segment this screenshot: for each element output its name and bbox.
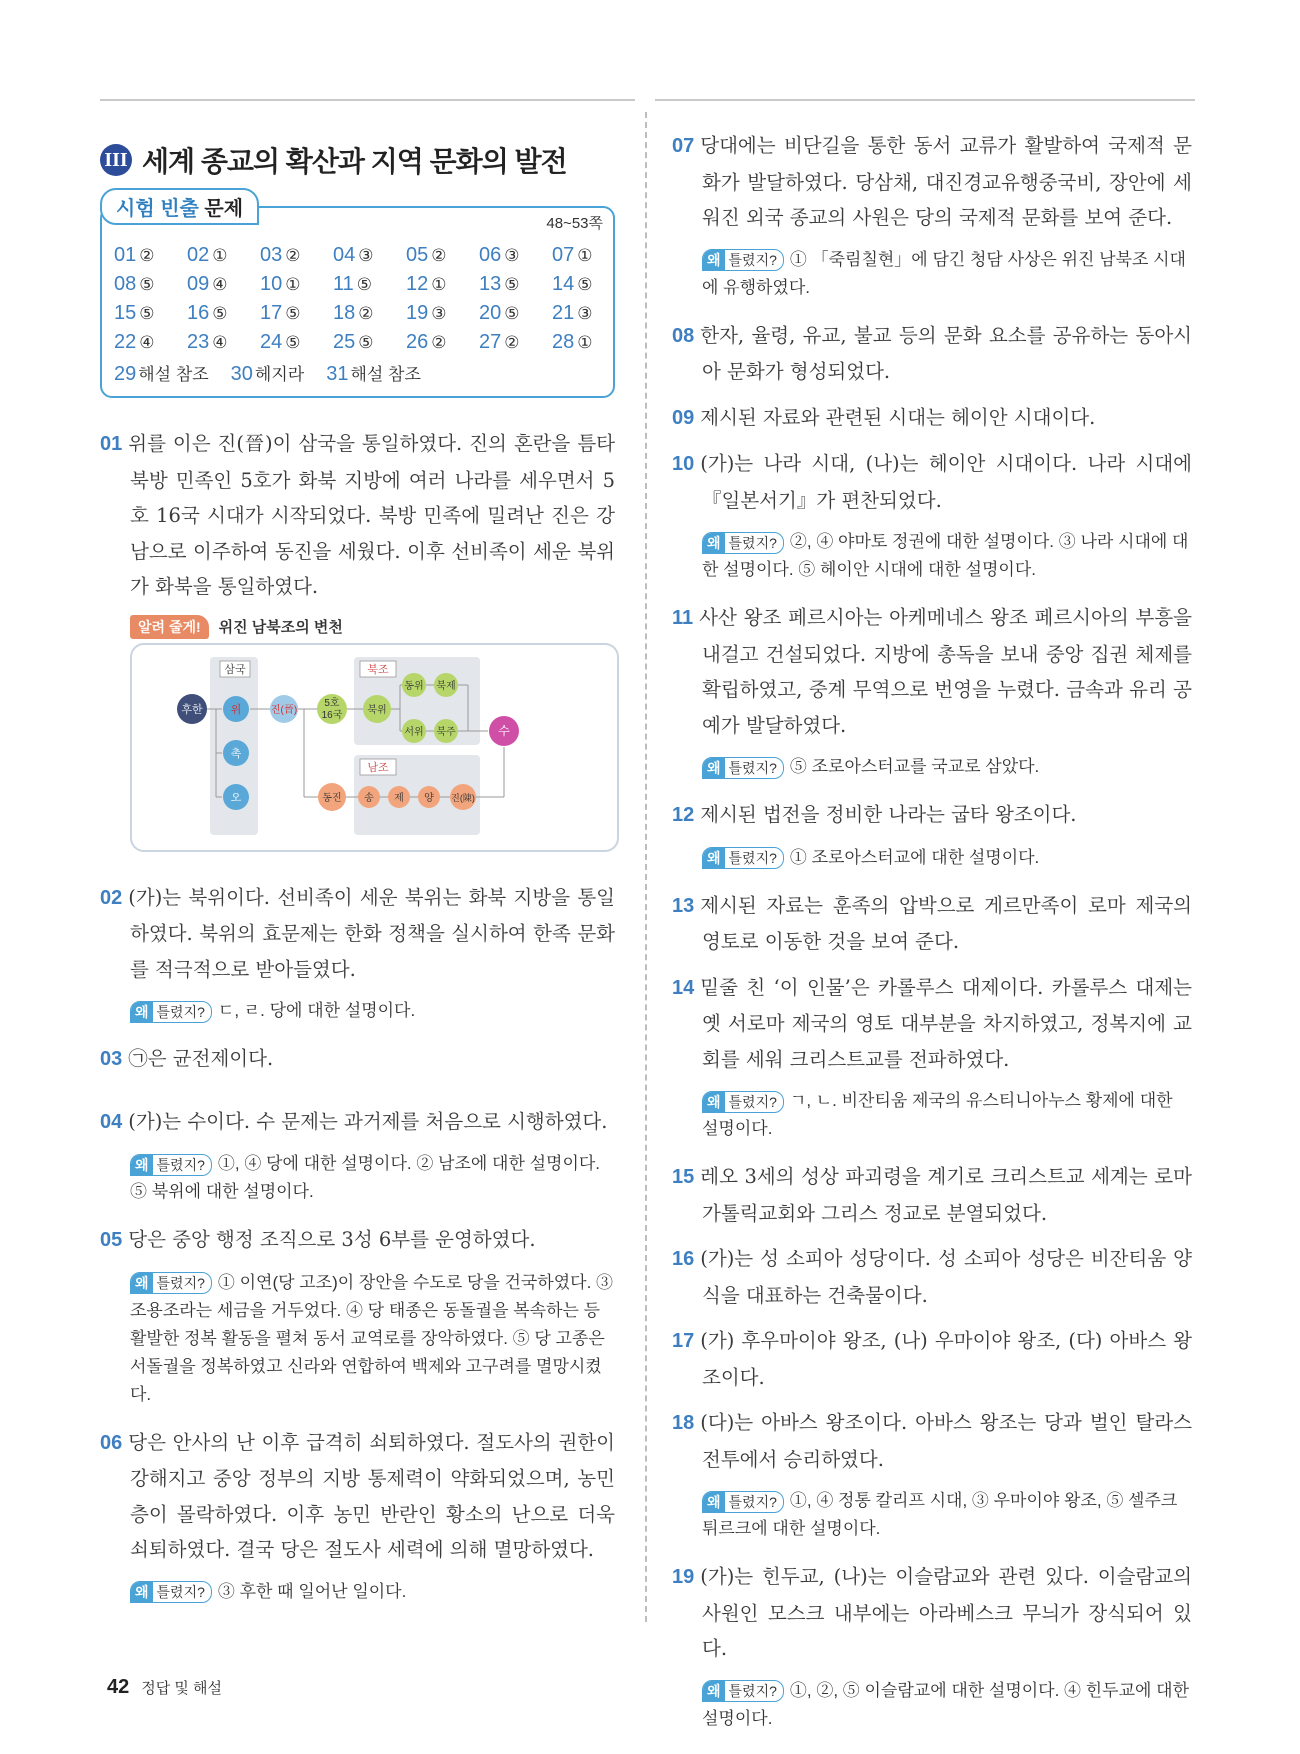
node-shu: 촉 bbox=[230, 747, 242, 760]
question-18 bbox=[672, 1405, 1192, 1477]
answer-number: 26 bbox=[406, 331, 429, 353]
question-text: (가)는 나라 시대, (나)는 헤이안 시대이다. 나라 시대에 『일본서기』가 편찬되었다. bbox=[700, 452, 1192, 512]
answer-cell bbox=[260, 302, 333, 325]
answer-grid bbox=[114, 244, 603, 354]
why-wrong-badge: 왜 틀렸지? bbox=[702, 847, 784, 869]
question-number: 09 bbox=[672, 406, 695, 429]
question-text: ㉠은 균전제이다. bbox=[128, 1047, 274, 1070]
node-song: 송 bbox=[364, 792, 374, 804]
answer-number: 19 bbox=[406, 302, 429, 324]
question-10 bbox=[672, 446, 1192, 518]
node-beiwei: 북위 bbox=[367, 704, 387, 716]
node-wuhu: 5호 bbox=[324, 697, 340, 709]
answer-number: 25 bbox=[333, 331, 356, 353]
why-wrong-19 bbox=[702, 1677, 1192, 1733]
why-wrong-badge: 왜 틀렸지? bbox=[130, 1001, 212, 1023]
answer-box-tab bbox=[100, 188, 259, 225]
why-wrong-text: ① 「죽림칠현」에 담긴 청담 사상은 위진 남북조 시대에 유행하였다. bbox=[702, 249, 1186, 297]
question-number: 05 bbox=[100, 1229, 123, 1251]
answer-cell bbox=[114, 244, 187, 267]
question-text: 제시된 자료와 관련된 시대는 헤이안 시대이다. bbox=[700, 405, 1096, 429]
node-wei: 위 bbox=[230, 703, 242, 716]
answer-number: 15 bbox=[114, 302, 137, 324]
question-07 bbox=[672, 128, 1192, 236]
answer-cell bbox=[333, 273, 406, 296]
answer-choice: ① bbox=[285, 275, 301, 294]
why-wrong-04 bbox=[130, 1150, 615, 1206]
question-11 bbox=[672, 600, 1192, 743]
question-number: 14 bbox=[672, 976, 695, 999]
why-wrong-text: ①, ④ 정통 칼리프 시대, ③ 우마이야 왕조, ⑤ 셀주크 튀르크에 대한 설명이다. bbox=[702, 1491, 1178, 1538]
answer-number: 05 bbox=[406, 244, 429, 266]
answer-number: 10 bbox=[260, 273, 283, 295]
node-wuhu-16: 16국 bbox=[321, 709, 343, 721]
answer-cell bbox=[187, 302, 260, 325]
answer-box bbox=[100, 198, 615, 398]
answer-choice: ① bbox=[431, 275, 447, 294]
answer-choice: ② bbox=[139, 246, 155, 265]
answer-cell bbox=[406, 331, 479, 354]
node-beiqi: 북제 bbox=[436, 680, 456, 692]
why-wrong-02 bbox=[130, 997, 615, 1025]
answer-box-pages: 48~53쪽 bbox=[546, 215, 603, 232]
answer-choice: ⑤ bbox=[577, 275, 593, 294]
answer-text: 해설 참조 bbox=[350, 365, 421, 384]
question-17 bbox=[672, 1323, 1192, 1395]
question-text: 당대에는 비단길을 통한 동서 교류가 활발하여 국제적 문화가 발달하였다. 당삼채, 대진경교유행중국비, 장안에 세워진 외국 종교의 사원은 당의 국제적 문화를 보여 준다. bbox=[700, 134, 1192, 229]
answer-choice: ② bbox=[358, 304, 374, 323]
question-number: 18 bbox=[672, 1412, 695, 1434]
right-column bbox=[672, 128, 1192, 1749]
why-wrong-badge: 왜 틀렸지? bbox=[130, 1272, 212, 1294]
question-number: 15 bbox=[672, 1166, 695, 1188]
node-xiwei: 서위 bbox=[404, 726, 424, 738]
why-wrong-badge: 왜 틀렸지? bbox=[702, 1680, 784, 1702]
answer-number: 27 bbox=[479, 331, 502, 353]
answer-choice: ⑤ bbox=[285, 304, 301, 323]
question-05 bbox=[100, 1222, 615, 1259]
answer-number: 31 bbox=[326, 363, 349, 385]
why-wrong-14 bbox=[702, 1087, 1192, 1143]
answer-number: 01 bbox=[114, 244, 137, 266]
node-liang: 양 bbox=[424, 792, 434, 804]
question-19 bbox=[672, 1559, 1192, 1667]
answer-cell bbox=[552, 302, 625, 325]
answer-choice: ① bbox=[577, 246, 593, 265]
answer-extra bbox=[114, 360, 603, 386]
answer-cell bbox=[260, 273, 333, 296]
answer-cell bbox=[479, 244, 552, 267]
answer-cell bbox=[333, 331, 406, 354]
question-number: 19 bbox=[672, 1566, 695, 1588]
answer-choice: ② bbox=[504, 333, 520, 352]
answer-choice: ④ bbox=[139, 333, 155, 352]
question-number: 01 bbox=[100, 433, 123, 455]
node-beizhou: 북주 bbox=[436, 726, 456, 738]
answer-choice: ② bbox=[431, 246, 447, 265]
node-chen: 진(陳) bbox=[451, 792, 475, 803]
left-column bbox=[100, 128, 615, 1622]
answer-number: 07 bbox=[552, 244, 575, 266]
question-text: (가)는 수이다. 수 문제는 과거제를 처음으로 시행하였다. bbox=[128, 1109, 608, 1133]
tip-header bbox=[130, 615, 615, 639]
answer-choice: ① bbox=[212, 246, 228, 265]
why-wrong-badge: 왜 틀렸지? bbox=[130, 1581, 212, 1603]
answer-extra-item bbox=[231, 360, 305, 386]
answer-number: 13 bbox=[479, 273, 502, 295]
why-wrong-text: ①, ④ 당에 대한 설명이다. ② 남조에 대한 설명이다. ⑤ 북위에 대한 설명이다. bbox=[130, 1154, 601, 1201]
section-title: 세계 종교의 확산과 지역 문화의 발전 bbox=[142, 146, 567, 177]
answer-cell bbox=[187, 331, 260, 354]
answer-cell bbox=[479, 331, 552, 354]
answer-choice: ① bbox=[577, 333, 593, 352]
node-dongjin: 동진 bbox=[322, 792, 342, 804]
answer-choice: ⑤ bbox=[139, 275, 155, 294]
northern-dynasties-label: 북조 bbox=[367, 663, 389, 676]
answer-choice: ⑤ bbox=[285, 333, 301, 352]
answer-choice: ③ bbox=[358, 246, 374, 265]
answer-number: 04 bbox=[333, 244, 356, 266]
section-number-badge: III bbox=[100, 144, 132, 176]
why-wrong-text: ⑤ 조로아스터교를 국교로 삼았다. bbox=[789, 757, 1040, 776]
why-wrong-05 bbox=[130, 1269, 615, 1409]
question-text: 사산 왕조 페르시아는 아케메네스 왕조 페르시아의 부흥을 내걸고 건설되었다. 지방에 총독을 보내 중앙 집권 체제를 확립하였고, 중계 무역으로 번영을 누렸다. 금속과 유리 공예가 발달하였다. bbox=[699, 606, 1192, 737]
answer-cell bbox=[114, 302, 187, 325]
question-text: (가)는 힌두교, (나)는 이슬람교와 관련 있다. 이슬람교의 사원인 모스크 내부에는 아라베스크 무늬가 장식되어 있다. bbox=[700, 1565, 1192, 1660]
answer-choice: ③ bbox=[431, 304, 447, 323]
answer-cell bbox=[260, 331, 333, 354]
why-wrong-badge: 왜 틀렸지? bbox=[702, 532, 784, 554]
question-text: (가)는 북위이다. 선비족이 세운 북위는 화북 지방을 통일하였다. 북위의 효문제는 한화 정책을 실시하여 한족 문화를 적극적으로 받아들였다. bbox=[128, 885, 615, 981]
question-number: 12 bbox=[672, 804, 695, 826]
answer-cell bbox=[406, 273, 479, 296]
why-wrong-12 bbox=[702, 844, 1192, 872]
answer-number: 17 bbox=[260, 302, 283, 324]
top-rule-right bbox=[655, 99, 1195, 101]
answer-cell bbox=[260, 244, 333, 267]
answer-number: 23 bbox=[187, 331, 210, 353]
answer-choice: ⑤ bbox=[356, 275, 373, 294]
answer-choice: ⑤ bbox=[212, 304, 228, 323]
page-number: 42 bbox=[107, 1676, 130, 1698]
tip-label: 알려 줄게! bbox=[130, 615, 209, 639]
question-number: 08 bbox=[672, 324, 695, 347]
question-number: 17 bbox=[672, 1330, 695, 1352]
answer-number: 12 bbox=[406, 273, 429, 295]
question-text: 당은 중앙 행정 조직으로 3성 6부를 운영하였다. bbox=[128, 1228, 536, 1251]
why-wrong-badge: 왜 틀렸지? bbox=[702, 1091, 784, 1113]
answer-box-label-dark: 문제 bbox=[204, 198, 244, 220]
page-footer bbox=[107, 1676, 222, 1699]
question-13 bbox=[672, 888, 1192, 960]
node-dongwei: 동위 bbox=[404, 680, 424, 692]
answer-cell bbox=[552, 244, 625, 267]
question-15 bbox=[672, 1159, 1192, 1231]
answer-cell bbox=[406, 244, 479, 267]
question-number: 10 bbox=[672, 453, 695, 475]
answer-choice: ⑤ bbox=[504, 304, 520, 323]
footer-label: 정답 및 해설 bbox=[141, 1680, 223, 1697]
answer-cell bbox=[114, 331, 187, 354]
why-wrong-text: ③ 후한 때 일어난 일이다. bbox=[217, 1581, 407, 1601]
node-qi: 제 bbox=[394, 792, 404, 804]
answer-number: 02 bbox=[187, 244, 210, 266]
question-04 bbox=[100, 1104, 615, 1141]
question-14 bbox=[672, 970, 1192, 1078]
answer-number: 18 bbox=[333, 302, 356, 324]
answer-number: 24 bbox=[260, 331, 283, 353]
answer-cell bbox=[479, 302, 552, 325]
tip-title: 위진 남북조의 변천 bbox=[218, 619, 343, 636]
why-wrong-badge: 왜 틀렸지? bbox=[702, 757, 784, 779]
answer-number: 30 bbox=[230, 363, 253, 385]
answer-choice: ④ bbox=[212, 275, 228, 294]
answer-choice: ⑤ bbox=[358, 333, 374, 352]
question-number: 11 bbox=[672, 607, 694, 629]
why-wrong-text: ① 이연(당 고조)이 장안을 수도로 당을 건국하였다. ③ 조용조라는 세금을 거두었다. ④ 당 태종은 동돌궐을 복속하는 등 활발한 정복 활동을 펼쳐 동서 교역로를 장악하였다. ⑤ 당 고종은 서돌궐을 정복하였고 신라와 연합하여 백제와 고구려를 멸망시켰다. bbox=[130, 1272, 614, 1404]
question-text: (가)는 성 소피아 성당이다. 성 소피아 성당은 비잔티움 양식을 대표하는 건축물이다. bbox=[700, 1247, 1192, 1307]
question-text: 당은 안사의 난 이후 급격히 쇠퇴하였다. 절도사의 권한이 강해지고 중앙 정부의 지방 통제력이 약화되었으며, 농민층이 몰락하였다. 이후 농민 반란인 황소의 난으로 더욱 쇠퇴하였다. 결국 당은 절도사 세력에 의해 멸망하였다. bbox=[128, 1430, 615, 1561]
question-text: 레오 3세의 성상 파괴령을 계기로 크리스트교 세계는 로마 가톨릭교회와 그리스 정교로 분열되었다. bbox=[700, 1165, 1192, 1225]
answer-cell bbox=[552, 273, 625, 296]
answer-cell bbox=[333, 302, 406, 325]
answer-choice: ③ bbox=[504, 246, 520, 265]
question-text: (다)는 아바스 왕조이다. 아바스 왕조는 당과 벌인 탈라스 전투에서 승리하였다. bbox=[700, 1411, 1192, 1471]
top-rule-left bbox=[100, 99, 635, 101]
node-hu-han: 후한 bbox=[181, 703, 203, 716]
question-text: 제시된 자료는 훈족의 압박으로 게르만족이 로마 제국의 영토로 이동한 것을 보여 준다. bbox=[700, 893, 1192, 953]
why-wrong-badge: 왜 틀렸지? bbox=[130, 1154, 212, 1176]
question-number: 13 bbox=[672, 894, 695, 917]
question-text: 제시된 법전을 정비한 나라는 굽타 왕조이다. bbox=[700, 803, 1077, 826]
node-jin: 진(晉) bbox=[270, 704, 298, 716]
question-12 bbox=[672, 797, 1192, 834]
why-wrong-text: ① 조로아스터교에 대한 설명이다. bbox=[789, 847, 1040, 867]
answer-number: 11 bbox=[333, 273, 354, 295]
question-number: 16 bbox=[672, 1248, 695, 1270]
why-wrong-badge: 왜 틀렸지? bbox=[702, 249, 784, 271]
dynasty-flow-diagram bbox=[130, 643, 619, 852]
answer-cell bbox=[187, 244, 260, 267]
question-03 bbox=[100, 1041, 615, 1078]
why-wrong-text: ㄷ, ㄹ. 당에 대한 설명이다. bbox=[217, 1001, 416, 1020]
answer-cell bbox=[187, 273, 260, 296]
question-number: 03 bbox=[100, 1048, 123, 1070]
question-number: 02 bbox=[100, 886, 123, 909]
answer-number: 22 bbox=[114, 331, 137, 353]
why-wrong-text: ②, ④ 야마토 정권에 대한 설명이다. ③ 나라 시대에 대한 설명이다. ⑤ 헤이안 시대에 대한 설명이다. bbox=[702, 532, 1189, 579]
question-number: 07 bbox=[672, 135, 695, 157]
question-06 bbox=[100, 1425, 615, 1568]
why-wrong-11 bbox=[702, 753, 1192, 781]
why-wrong-07 bbox=[702, 246, 1192, 302]
why-wrong-10 bbox=[702, 528, 1192, 584]
answer-number: 08 bbox=[114, 273, 137, 295]
why-wrong-06 bbox=[130, 1578, 615, 1606]
question-text: 한자, 율령, 유교, 불교 등의 문화 요소를 공유하는 동아시아 문화가 형성되었다. bbox=[700, 323, 1192, 383]
answer-text: 해설 참조 bbox=[138, 365, 209, 384]
why-wrong-text: ①, ②, ⑤ 이슬람교에 대한 설명이다. ④ 힌두교에 대한 설명이다. bbox=[702, 1680, 1190, 1728]
question-09 bbox=[672, 400, 1192, 437]
question-01 bbox=[100, 426, 615, 605]
why-wrong-18 bbox=[702, 1487, 1192, 1543]
answer-choice: ② bbox=[431, 333, 447, 352]
column-divider bbox=[645, 112, 647, 1622]
answer-cell bbox=[406, 302, 479, 325]
answer-choice: ③ bbox=[577, 304, 593, 323]
question-text: 위를 이은 진(晉)이 삼국을 통일하였다. 진의 혼란을 틈타 북방 민족인 5호가 화북 지방에 여러 나라를 세우면서 5호 16국 시대가 시작되었다. 북방 민족에 밀려난 진은 강남으로 이주하여 동진을 세웠다. 이후 선비족이 세운 북위가 화북을 통일하였다. bbox=[128, 432, 615, 598]
node-wu: 오 bbox=[230, 791, 242, 804]
answer-number: 06 bbox=[479, 244, 502, 266]
southern-dynasties-label: 남조 bbox=[367, 761, 389, 774]
answer-extra-item bbox=[114, 360, 209, 386]
answer-number: 29 bbox=[114, 363, 137, 385]
answer-number: 16 bbox=[187, 302, 210, 324]
answer-choice: ④ bbox=[212, 333, 228, 352]
answer-number: 09 bbox=[187, 273, 210, 295]
answer-number: 28 bbox=[552, 331, 575, 353]
answer-cell bbox=[333, 244, 406, 267]
answer-choice: ⑤ bbox=[139, 304, 155, 323]
question-08 bbox=[672, 318, 1192, 390]
question-02 bbox=[100, 880, 615, 988]
answer-box-label-blue: 시험 빈출 bbox=[116, 198, 199, 220]
question-text: 밑줄 친 ‘이 인물’은 카롤루스 대제이다. 카롤루스 대제는 옛 서로마 제국의 영토 대부분을 차지하였고, 정복지에 교회를 세워 크리스트교를 전파하였다. bbox=[700, 975, 1192, 1071]
answer-cell bbox=[479, 273, 552, 296]
question-16 bbox=[672, 1241, 1192, 1313]
answer-number: 03 bbox=[260, 244, 283, 266]
answer-number: 21 bbox=[552, 302, 575, 324]
answer-cell bbox=[552, 331, 625, 354]
question-number: 06 bbox=[100, 1431, 123, 1454]
answer-number: 14 bbox=[552, 273, 575, 295]
three-kingdoms-label: 삼국 bbox=[224, 663, 246, 676]
why-wrong-text: ㄱ, ㄴ. 비잔티움 제국의 유스티니아누스 황제에 대한 설명이다. bbox=[702, 1091, 1173, 1138]
section-header bbox=[100, 140, 615, 180]
answer-text: 헤지라 bbox=[254, 365, 305, 384]
node-sui: 수 bbox=[498, 723, 510, 738]
answer-extra-item bbox=[326, 360, 421, 386]
question-number: 04 bbox=[100, 1110, 123, 1133]
why-wrong-badge: 왜 틀렸지? bbox=[702, 1491, 784, 1513]
answer-number: 20 bbox=[479, 302, 502, 324]
answer-cell bbox=[114, 273, 187, 296]
answer-choice: ⑤ bbox=[504, 275, 520, 294]
question-text: (가) 후우마이야 왕조, (나) 우마이야 왕조, (다) 아바스 왕조이다. bbox=[700, 1329, 1192, 1389]
answer-choice: ② bbox=[285, 246, 301, 265]
